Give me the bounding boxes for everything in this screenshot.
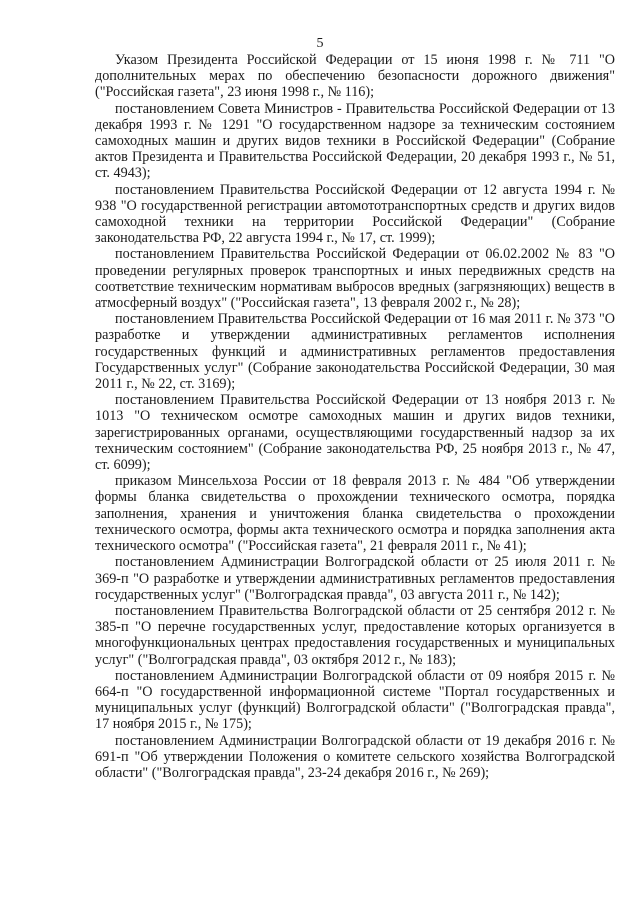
page-number: 5 [316, 36, 324, 51]
paragraph-9: постановлением Правительства Волгоградской области от 25 сентября 2012 г. № 385-п "О перечне государственных услуг, предоставление которых организуется в многофункциональных центрах предоставления государственных и муниципальных услуг" ("Волгоградская правда", 03 октября 2012 г., № 183); [95, 602, 615, 668]
paragraph-2: постановлением Совета Министров - Правительства Российской Федерации от 13 декабря 1993 г. № 1291 "О государственном надзоре за техническим состоянием самоходных машин и других видов техники в Российской Федерации" (Собрание актов Президента и Правительства Российской Федерации, 20 декабря 1993 г., № 51, ст. 4943); [95, 100, 615, 182]
paragraph-7: приказом Минсельхоза России от 18 февраля 2013 г. № 484 "Об утверждении формы бланка свидетельства о прохождении технического осмотра, порядка заполнения, хранения и уничтожения бланка свидетельства о прохождении технического осмотра, формы акта технического осмотра и порядка заполнения акта технического осмотра" ("Российская газета", 21 февраля 2011 г., № 41); [95, 473, 615, 555]
document-body [95, 52, 615, 781]
paragraph-8: постановлением Администрации Волгоградской области от 25 июля 2011 г. № 369-п "О разработке и утверждении административных регламентов предоставления государственных услуг" ("Волгоградская правда", 03 августа 2011 г., № 142); [95, 554, 615, 603]
paragraph-6: постановлением Правительства Российской Федерации от 13 ноября 2013 г. № 1013 "О техническом осмотре самоходных машин и других видов техники, зарегистрированных органами, осуществляющими государственный надзор за их техническим состоянием" (Собрание законодательства РФ, 25 ноября 2013 г., № 47, ст. 6099); [95, 392, 615, 474]
paragraph-11: постановлением Администрации Волгоградской области от 19 декабря 2016 г. № 691-п "Об утверждении Положения о комитете сельского хозяйства Волгоградской области" ("Волгоградская правда", 23-24 декабря 2016 г., № 269); [95, 732, 615, 781]
paragraph-3: постановлением Правительства Российской Федерации от 12 августа 1994 г. № 938 "О государственной регистрации автомототранспортных средств и других видов самоходной техники на территории Российской Федерации" (Собрание законодательства РФ, 22 августа 1994 г., № 17, ст. 1999); [95, 181, 615, 247]
paragraph-10: постановлением Администрации Волгоградской области от 09 ноября 2015 г. № 664-п "О государственной информационной системе "Портал государственных и муниципальных услуг (функций) Волгоградской области" ("Волгоградская правда", 17 ноября 2015 г., № 175); [95, 667, 615, 733]
paragraph-5: постановлением Правительства Российской Федерации от 16 мая 2011 г. № 373 "О разработке и утверждении административных регламентов исполнения государственных функций и административных регламентов предоставления Государственных услуг" (Собрание законодательства Российской Федерации, 30 мая 2011 г., № 22, ст. 3169); [95, 311, 615, 393]
paragraph-1: Указом Президента Российской Федерации от 15 июня 1998 г. № 711 "О дополнительных мерах по обеспечению безопасности дорожного движения" ("Российская газета", 23 июня 1998 г., № 116); [95, 52, 615, 101]
paragraph-4: постановлением Правительства Российской Федерации от 06.02.2002 № 83 "О проведении регулярных проверок транспортных и иных передвижных средств на соответствие техническим нормативам выбросов вредных (загрязняющих) веществ в атмосферный воздух" ("Российская газета", 13 февраля 2002 г., № 28); [95, 246, 615, 312]
